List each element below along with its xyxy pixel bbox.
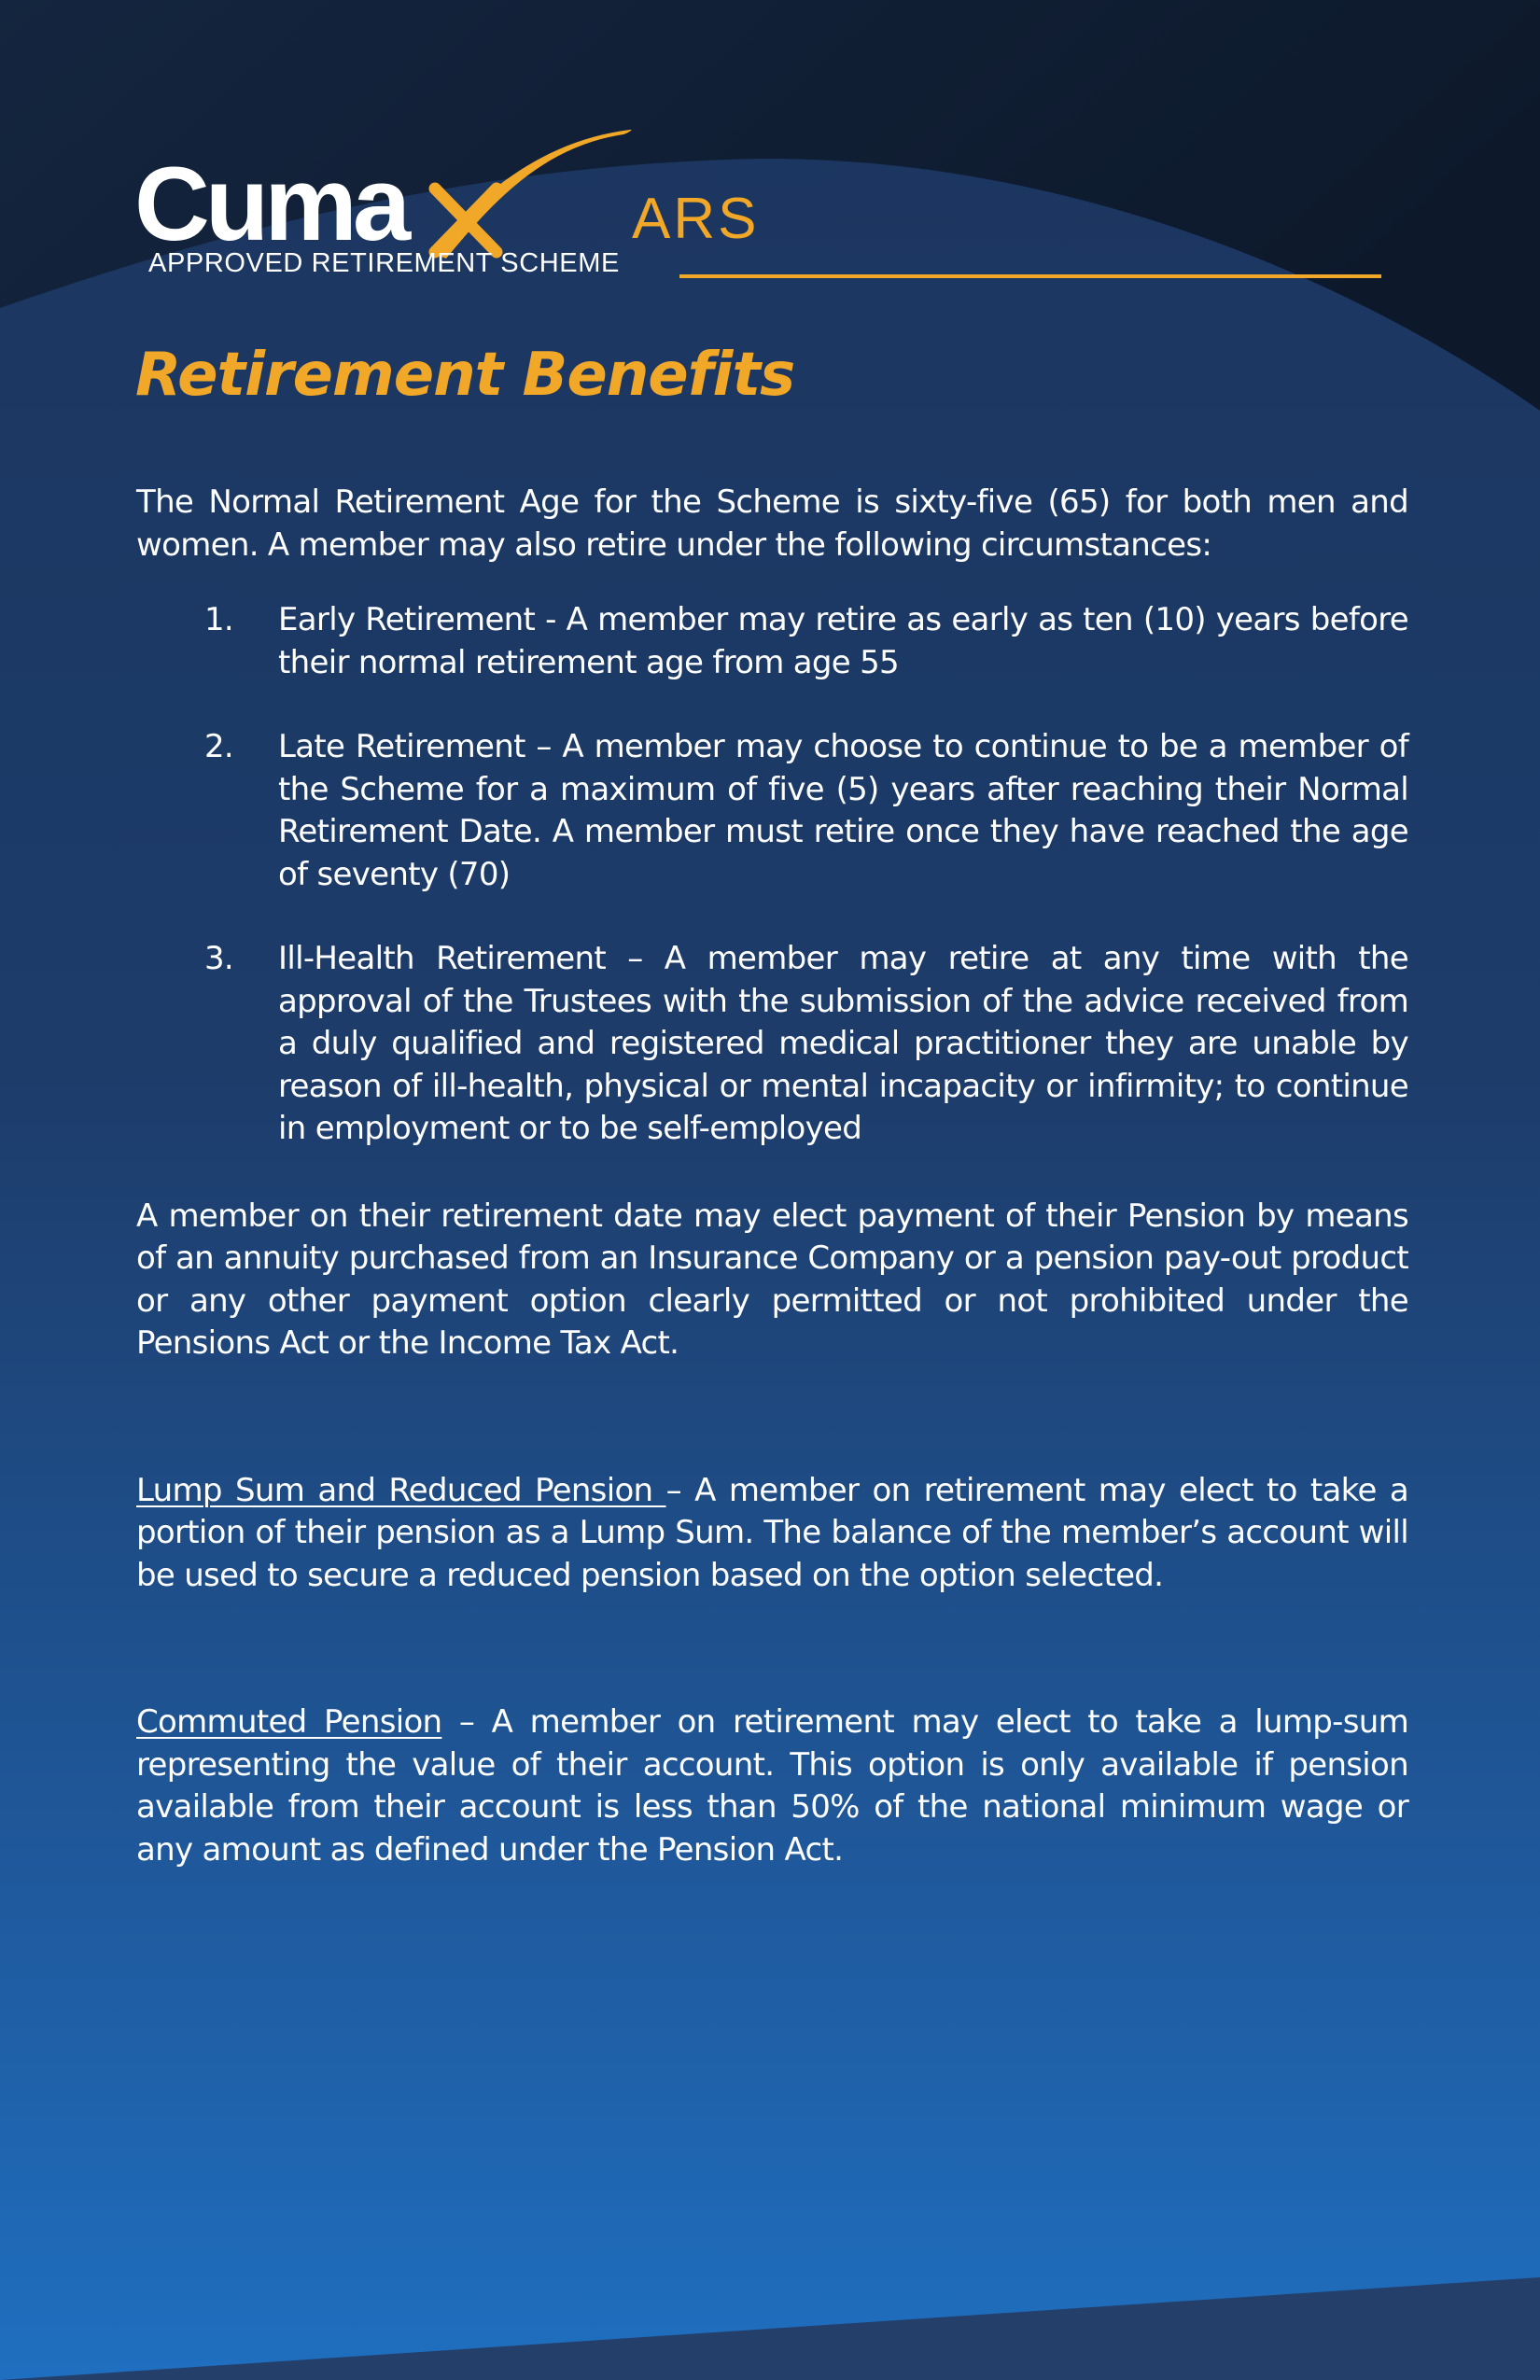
list-number: 2. bbox=[204, 728, 234, 765]
payment-paragraph: A member on their retirement date may elect payment of their Pension by means of an annuity purchased from an Insurance Company or a pension pay-out product or any other payment option clearly permitted or not prohibited under the Pensions Act or the Income Tax Act. bbox=[136, 1197, 1408, 1362]
lump-sum-heading: Lump Sum and Reduced Pension bbox=[136, 1471, 666, 1509]
intro-paragraph: The Normal Retirement Age for the Scheme is sixty-five (65) for both men and women. A member may also retire under the following circumstances: bbox=[136, 483, 1408, 564]
page-title: Retirement Benefits bbox=[135, 341, 795, 410]
commuted-pension-heading: Commuted Pension bbox=[136, 1703, 442, 1741]
logo-wordmark: Cuma bbox=[134, 146, 407, 262]
lump-sum-paragraph bbox=[136, 1470, 1408, 1598]
list-number: 3. bbox=[204, 940, 234, 977]
brand-logo bbox=[131, 126, 1391, 285]
list-item-text: Early Retirement - A member may retire as early as ten (10) years before their normal retirement age from age 55 bbox=[278, 601, 1408, 681]
lump-sum-text: – A member on retirement may elect to take a portion of their pension as a Lump Sum. The balance of the member’s account will be used to secure a reduced pension based on the option selected. bbox=[136, 1471, 1408, 1594]
commuted-pension-paragraph bbox=[136, 1701, 1408, 1871]
list-item-ill-health-retirement bbox=[136, 938, 1408, 1151]
circumstances-list bbox=[136, 599, 1408, 1151]
list-item-late-retirement bbox=[136, 726, 1408, 896]
logo-tagline: APPROVED RETIREMENT SCHEME bbox=[148, 248, 620, 278]
list-item-early-retirement bbox=[136, 599, 1408, 684]
logo-ars: ARS bbox=[632, 187, 760, 251]
list-number: 1. bbox=[204, 601, 234, 638]
commuted-pension-text: – A member on retirement may elect to take a lump-sum representing the value of their account. This option is only available if pension available from their account is less than 50% of the national minimum wage or any amount as defined under the Pension Act. bbox=[136, 1703, 1408, 1869]
list-item-text: Ill-Health Retirement – A member may retire at any time with the approval of the Trustees with the submission of the advice received from a duly qualified and registered medical practitioner they are unable by reason of ill-health, physical or mental incapacity or infirmity; to continue in employment or to be self-employed bbox=[278, 940, 1408, 1147]
list-item-text: Late Retirement – A member may choose to continue to be a member of the Scheme for a maximum of five (5) years after reaching their Normal Retirement Date. A member must retire once they have reached the age of seventy (70) bbox=[278, 728, 1408, 893]
content-body bbox=[136, 482, 1408, 1871]
